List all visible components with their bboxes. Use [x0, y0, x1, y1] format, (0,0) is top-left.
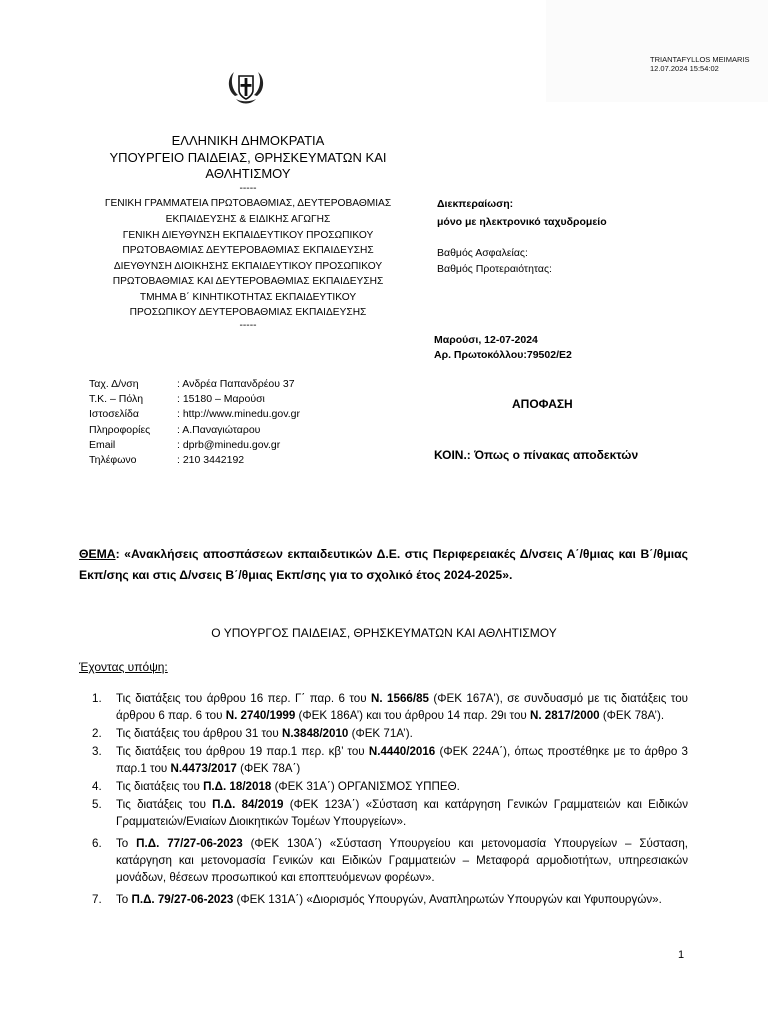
list-item-text: Το [116, 893, 132, 906]
considerations-list [88, 690, 688, 909]
list-item-text: (ΦΕΚ 186Α’) και του άρθρου 14 παρ. 29ι του [295, 709, 530, 722]
list-item-text: Τις διατάξεις του άρθρου 19 παρ.1 περ. κβ’ του [116, 745, 369, 758]
header-separator: ----- [239, 183, 257, 194]
address-key: Ταχ. Δ/νση [89, 378, 139, 390]
protocol-number: Αρ. Πρωτοκόλλου:79502/Ε2 [434, 349, 572, 361]
law-reference: Ν. 1566/85 [371, 692, 429, 705]
address-row [89, 377, 300, 392]
address-key: Τηλέφωνο [89, 454, 137, 467]
address-key: Ιστοσελίδα [89, 408, 139, 421]
place-date: Μαρούσι, 12-07-2024 [434, 334, 538, 346]
law-reference: Ν.3848/2010 [281, 727, 349, 740]
subject-text: : «Ανακλήσεις αποσπάσεων εκπαιδευτικών Δ.Ε. στις Περιφερειακές Δ/νσεις Α΄/θμιας και Β΄/θμιας Εκπ/σης και στις Δ/νσεις Β΄/θμιας Εκπ/σης για το σχολικό έτος 2024-2025». [79, 547, 688, 582]
org-line-6: ΠΡΩΤΟΒΑΘΜΙΑΣ ΚΑΙ ΔΕΥΤΕΡΟΒΑΘΜΙΑΣ ΕΚΠΑΙΔΕΥΣΗΣ [112, 276, 384, 287]
law-reference: Ν.4440/2016 [368, 745, 436, 758]
email-value[interactable]: : dprb@minedu.gov.gr [177, 438, 281, 451]
processing-label: Διεκπεραίωση: [437, 198, 514, 210]
website-value[interactable]: : http://www.minedu.gov.gr [177, 408, 300, 421]
address-block [89, 377, 300, 468]
org-line-5: ΔΙΕΥΘΥΝΣΗ ΔΙΟΙΚΗΣΗΣ ΕΚΠΑΙΔΕΥΤΙΚΟΥ ΠΡΟΣΩΠΙΚΟΥ [113, 261, 383, 272]
address-key: Email [89, 438, 116, 451]
ministry-line-2: ΑΘΛΗΤΙΣΜΟΥ [205, 166, 291, 181]
list-item-text: Το [116, 837, 137, 850]
org-line-1: ΓΕΝΙΚΗ ΓΡΑΜΜΑΤΕΙΑ ΠΡΩΤΟΒΑΘΜΙΑΣ, ΔΕΥΤΕΡΟΒΑΘΜΙΑΣ [104, 198, 392, 209]
org-line-7: ΤΜΗΜΑ Β΄ ΚΙΝΗΤΙΚΟΤΗΤΑΣ ΕΚΠΑΙΔΕΥΤΙΚΟΥ [139, 292, 357, 303]
koin-label: ΚΟΙΝ.: [434, 448, 471, 462]
address-row [89, 407, 300, 422]
org-line-2: ΕΚΠΑΙΔΕΥΣΗΣ & ΕΙΔΙΚΗΣ ΑΓΩΓΗΣ [165, 214, 331, 225]
list-item-number: 7. [92, 893, 102, 906]
list-item [88, 725, 688, 742]
header-separator-2: ----- [239, 320, 257, 331]
ministry-line-1: ΥΠΟΥΡΓΕΙΟ ΠΑΙΔΕΙΑΣ, ΘΡΗΣΚΕΥΜΑΤΩΝ ΚΑΙ [109, 150, 387, 165]
security-level: Βαθμός Ασφαλείας: [437, 247, 528, 259]
address-row [89, 438, 300, 453]
list-item-text: (ΦΕΚ 224Α΄), όπως προστέθηκε με το άρθρο 3 παρ.1 του [116, 745, 688, 775]
republic-title: ΕΛΛΗΝΙΚΗ ΔΗΜΟΚΡΑΤΙΑ [171, 133, 325, 148]
list-item [88, 743, 688, 777]
list-item [88, 835, 688, 886]
list-item [88, 690, 688, 724]
list-item-text: (ΦΕΚ 130Α΄) «Σύσταση Υπουργείου και μετονομασία Υπουργείων – Σύσταση, κατάργηση και μετονομασία Γενικών και Ειδικών Γραμματειών – Μεταφορά αρμοδιοτήτων, υπηρεσιακών μονάδων, θέσεων προσωπικού και εποπτευόμενων φορέων». [116, 837, 688, 884]
law-reference: Π.Δ. 18/2018 [203, 780, 272, 793]
list-item-text: (ΦΕΚ 31Α΄) ΟΡΓΑΝΙΣΜΟΣ ΥΠΠΕΘ. [271, 780, 460, 793]
list-item-text: (ΦΕΚ 78Α’). [599, 709, 665, 722]
list-item-number: 3. [92, 745, 102, 758]
org-line-8: ΠΡΟΣΩΠΙΚΟΥ ΔΕΥΤΕΡΟΒΑΘΜΙΑΣ ΕΚΠΑΙΔΕΥΣΗΣ [129, 307, 367, 318]
processing-value: μόνο με ηλεκτρονικό ταχυδρομείο [437, 216, 607, 228]
list-item-text: Τις διατάξεις του [116, 780, 204, 793]
law-reference: Π.Δ. 79/27-06-2023 [131, 893, 234, 906]
list-item-number: 2. [92, 727, 102, 740]
list-item-text: (ΦΕΚ 71Α’). [348, 727, 413, 740]
address-value: : Α.Παναγιώταρου [177, 423, 261, 436]
list-item-text: (ΦΕΚ 123Α΄) «Σύσταση και κατάργηση Γενικών Γραμματειών και Ειδικών Γραμματειών/Ενιαίων Διοικητικών Τομέων Υπουργείων». [116, 798, 689, 828]
address-key: Πληροφορίες [89, 423, 151, 436]
list-item-number: 6. [92, 837, 102, 850]
law-reference: Π.Δ. 77/27-06-2023 [136, 837, 243, 850]
address-value: : 15180 – Μαρούσι [177, 393, 265, 406]
list-item-text: (ΦΕΚ 167Α'), σε συνδυασμό με τις διατάξεις του άρθρου 6 παρ. 6 του [116, 692, 688, 722]
greek-emblem-icon [224, 66, 268, 110]
list-item-number: 4. [92, 780, 102, 793]
law-reference: Ν.4473/2017 [170, 762, 237, 775]
list-item-text: Τις διατάξεις του [116, 798, 213, 811]
list-item-text: (ΦΕΚ 78Α΄) [236, 762, 301, 775]
list-item-number: 5. [92, 798, 102, 811]
law-reference: Ν. 2740/1999 [225, 709, 296, 722]
address-row [89, 453, 300, 468]
law-reference: Ν. 2817/2000 [529, 709, 600, 722]
address-row [89, 423, 300, 438]
list-item [88, 778, 688, 795]
list-item-text: Τις διατάξεις του άρθρου 16 περ. Γ΄ παρ. 6 του [116, 692, 372, 705]
org-line-3: ΓΕΝΙΚΗ ΔΙΕΥΘΥΝΣΗ ΕΚΠΑΙΔΕΥΤΙΚΟΥ ΠΡΟΣΩΠΙΚΟΥ [122, 230, 374, 241]
list-item-number: 1. [92, 692, 102, 705]
page-number: 1 [678, 949, 685, 961]
subject-label: ΘΕΜΑ [79, 547, 116, 561]
signature-datetime: 12.07.2024 15:54:02 [650, 64, 719, 73]
list-item-text: Τις διατάξεις του άρθρου 31 του [116, 727, 282, 740]
considering-heading: Έχοντας υπόψη: [79, 660, 168, 674]
list-item-text: (ΦΕΚ 131Α΄) «Διορισμός Υπουργών, Αναπληρωτών Υπουργών και Υφυπουργών». [233, 893, 662, 906]
digital-signature-stamp [546, 0, 768, 102]
koin-value: Όπως ο πίνακας αποδεκτών [470, 448, 639, 462]
address-key: Τ.Κ. – Πόλη [89, 393, 144, 406]
address-row [89, 392, 300, 407]
koin-line [434, 448, 638, 462]
priority-level: Βαθμός Προτεραιότητας: [437, 263, 552, 275]
address-value: : Ανδρέα Παπανδρέου 37 [177, 378, 295, 390]
list-item [88, 891, 688, 908]
subject-paragraph [79, 544, 688, 586]
law-reference: Π.Δ. 84/2019 [212, 798, 284, 811]
decision-title: ΑΠΟΦΑΣΗ [512, 397, 573, 411]
org-line-4: ΠΡΩΤΟΒΑΘΜΙΑΣ ΔΕΥΤΕΡΟΒΑΘΜΙΑΣ ΕΚΠΑΙΔΕΥΣΗΣ [122, 245, 374, 256]
minister-heading: Ο ΥΠΟΥΡΓΟΣ ΠΑΙΔΕΙΑΣ, ΘΡΗΣΚΕΥΜΑΤΩΝ ΚΑΙ ΑΘΛΗΤΙΣΜΟΥ [211, 626, 557, 640]
list-item [88, 796, 688, 830]
address-value: : 210 3442192 [177, 454, 245, 467]
signer-name: TRIANTAFYLLOS MEIMARIS [650, 55, 750, 64]
